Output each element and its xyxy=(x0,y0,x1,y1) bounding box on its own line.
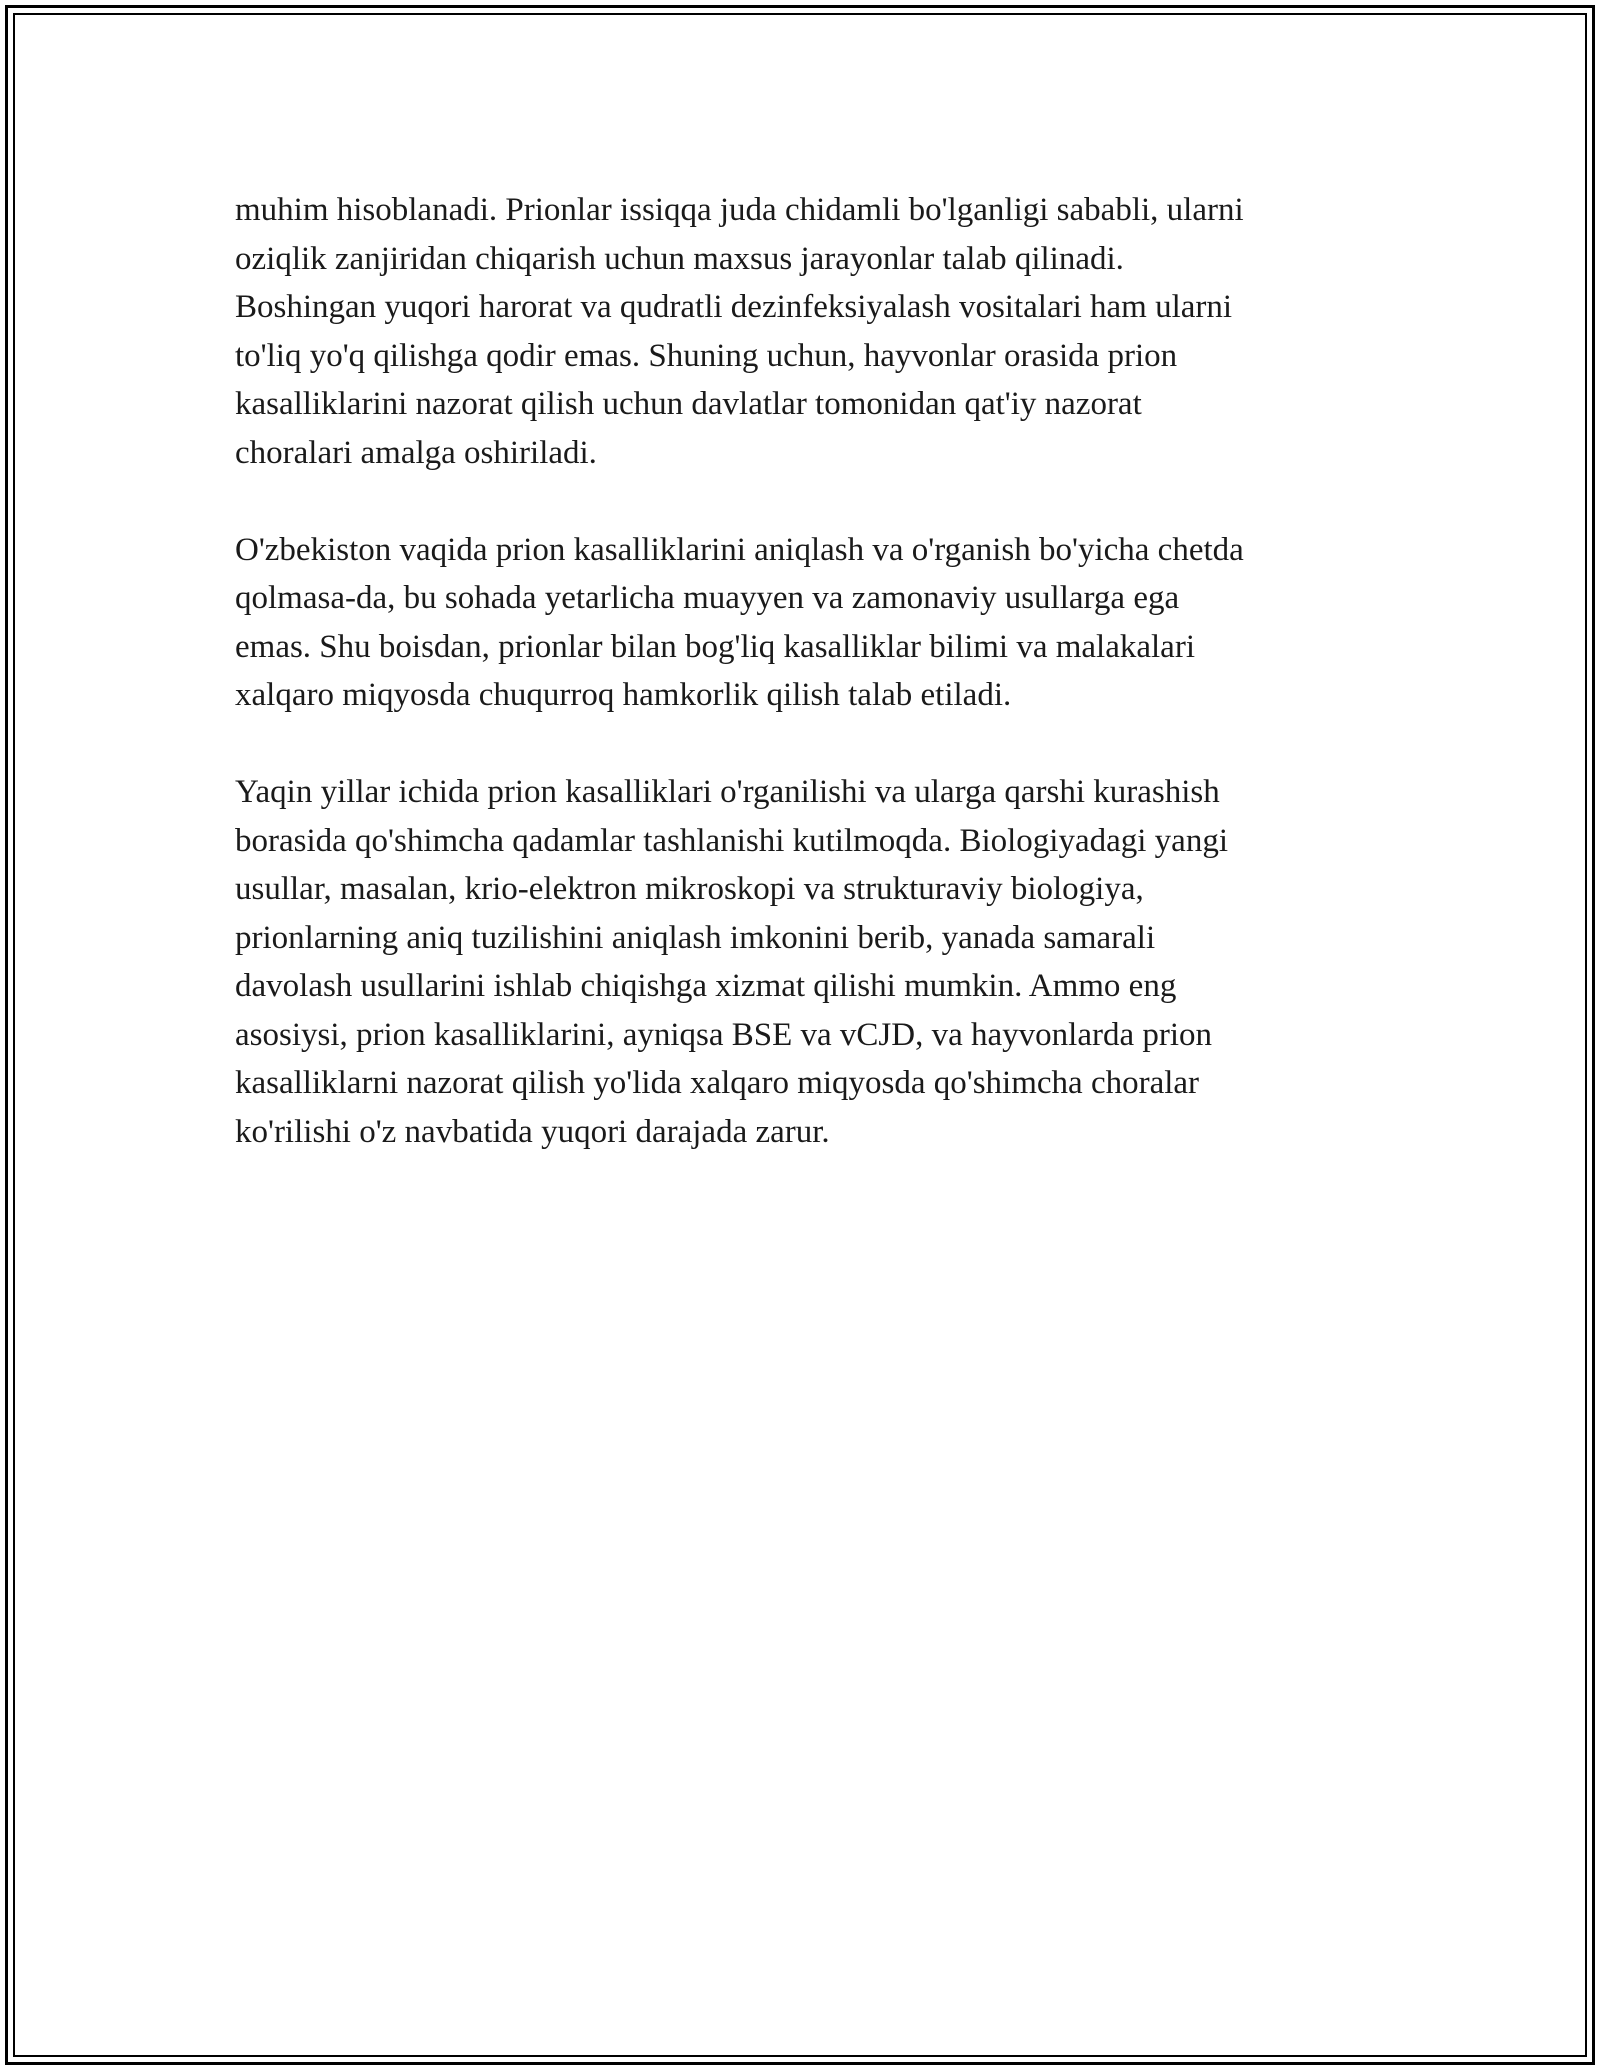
text-line: kasalliklarini nazorat qilish uchun davlatlar tomonidan qat'iy nazorat xyxy=(235,386,1142,422)
text-line: O'zbekiston vaqida prion kasalliklarini aniqlash va o'rganish bo'yicha chetda xyxy=(235,531,1244,568)
text-line: asosiysi, prion kasalliklarini, ayniqsa BSE va vCJD, va hayvonlarda prion xyxy=(235,1016,1213,1053)
text-line: emas. Shu boisdan, prionlar bilan bog'liq kasalliklar bilimi va malakalari xyxy=(235,628,1195,665)
text-line: davolash usullarini ishlab chiqishga xizmat qilishi mumkin. Ammo eng xyxy=(235,968,1177,1004)
paragraph-1 xyxy=(235,186,1365,477)
text-line: xalqaro miqyosda chuqurroq hamkorlik qilish talab etiladi. xyxy=(235,677,1012,713)
text-line: oziqlik zanjiridan chiqarish uchun maxsus jarayonlar talab qilinadi. xyxy=(235,240,1124,277)
text-line: to'liq yo'q qilishga qodir emas. Shuning uchun, hayvonlar orasida prion xyxy=(235,337,1178,374)
text-line: kasalliklarni nazorat qilish yo'lida xalqaro miqyosda qo'shimcha choralar xyxy=(235,1065,1200,1101)
text-line: qolmasa-da, bu sohada yetarlicha muayyen va zamonaviy usullarga ega xyxy=(235,580,1180,616)
document-body xyxy=(235,186,1365,1205)
text-line: Boshingan yuqori harorat va qudratli dezinfeksiyalash vositalari ham ularni xyxy=(235,289,1233,325)
text-line: usullar, masalan, krio-elektron mikroskopi va strukturaviy biologiya, xyxy=(235,871,1144,907)
paragraph-2 xyxy=(235,526,1365,720)
text-line: choralari amalga oshiriladi. xyxy=(235,434,597,471)
text-line: Yaqin yillar ichida prion kasalliklari o'rganilishi va ularga qarshi kurashish xyxy=(235,774,1220,810)
text-line: prionlarning aniq tuzilishini aniqlash imkonini berib, yanada samarali xyxy=(235,919,1156,956)
text-line: muhim hisoblanadi. Prionlar issiqqa juda chidamli bo'lganligi sababli, ularni xyxy=(235,192,1244,228)
paragraph-3 xyxy=(235,768,1365,1156)
text-line: borasida qo'shimcha qadamlar tashlanishi kutilmoqda. Biologiyadagi yangi xyxy=(235,822,1228,859)
text-line: ko'rilishi o'z navbatida yuqori darajada zarur. xyxy=(235,1113,830,1150)
